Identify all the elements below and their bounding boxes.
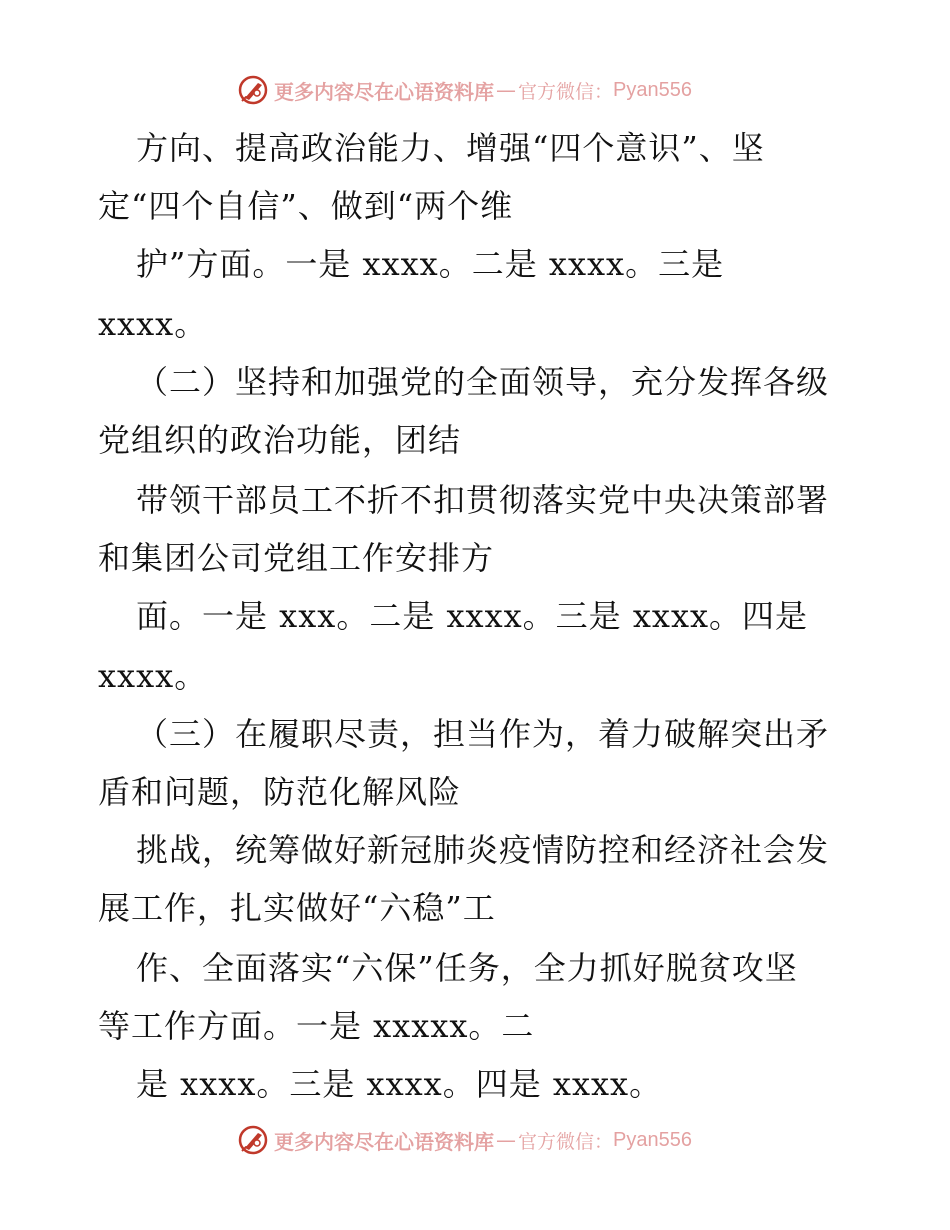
text-line: xxxx。: [98, 657, 208, 695]
text-line: 等工作方面。一是 xxxxx。二: [98, 1007, 535, 1045]
text-line: 展工作，扎实做好“六稳”工: [98, 889, 496, 927]
text-line: 是 xxxx。三是 xxxx。四是 xxxx。: [136, 1065, 663, 1103]
header-banner: [236, 72, 692, 108]
logo-icon: [236, 73, 270, 107]
text-line: xxxx。: [98, 305, 208, 343]
text-line: 方向、提高政治能力、增强“四个意识”、坚: [136, 129, 765, 167]
logo-icon: [236, 1123, 270, 1157]
banner-title: 更多内容尽在心语资料库: [274, 1129, 494, 1154]
text-line: （三）在履职尽责，担当作为，着力破解突出矛: [136, 715, 830, 753]
text-line: 挑战，统筹做好新冠肺炎疫情防控和经济社会发: [136, 831, 830, 869]
text-line: 定“四个自信”、做到“两个维: [98, 187, 514, 225]
banner-dash: —: [496, 1128, 516, 1152]
text-line: 作、全面落实“六保”任务，全力抓好脱贫攻坚: [136, 949, 798, 987]
banner-dash: —: [496, 78, 516, 102]
banner-wechat-id: Pyan556: [613, 1128, 692, 1151]
text-line: 护”方面。一是 xxxx。二是 xxxx。三是: [136, 245, 725, 283]
text-line: （二）坚持和加强党的全面领导，充分发挥各级: [136, 363, 830, 401]
text-line: 面。一是 xxx。二是 xxxx。三是 xxxx。四是: [136, 597, 809, 635]
text-line: 盾和问题，防范化解风险: [98, 773, 462, 811]
banner-wechat-label: 官方微信：: [518, 80, 614, 103]
banner-wechat-id: Pyan556: [613, 78, 692, 101]
text-line: 党组织的政治功能，团结: [98, 421, 462, 459]
banner-title: 更多内容尽在心语资料库: [274, 79, 494, 104]
text-line: 带领干部员工不折不扣贯彻落实党中央决策部署: [136, 481, 830, 519]
text-line: 和集团公司党组工作安排方: [98, 539, 495, 577]
banner-wechat-label: 官方微信：: [518, 1130, 614, 1153]
footer-banner: [236, 1122, 692, 1158]
